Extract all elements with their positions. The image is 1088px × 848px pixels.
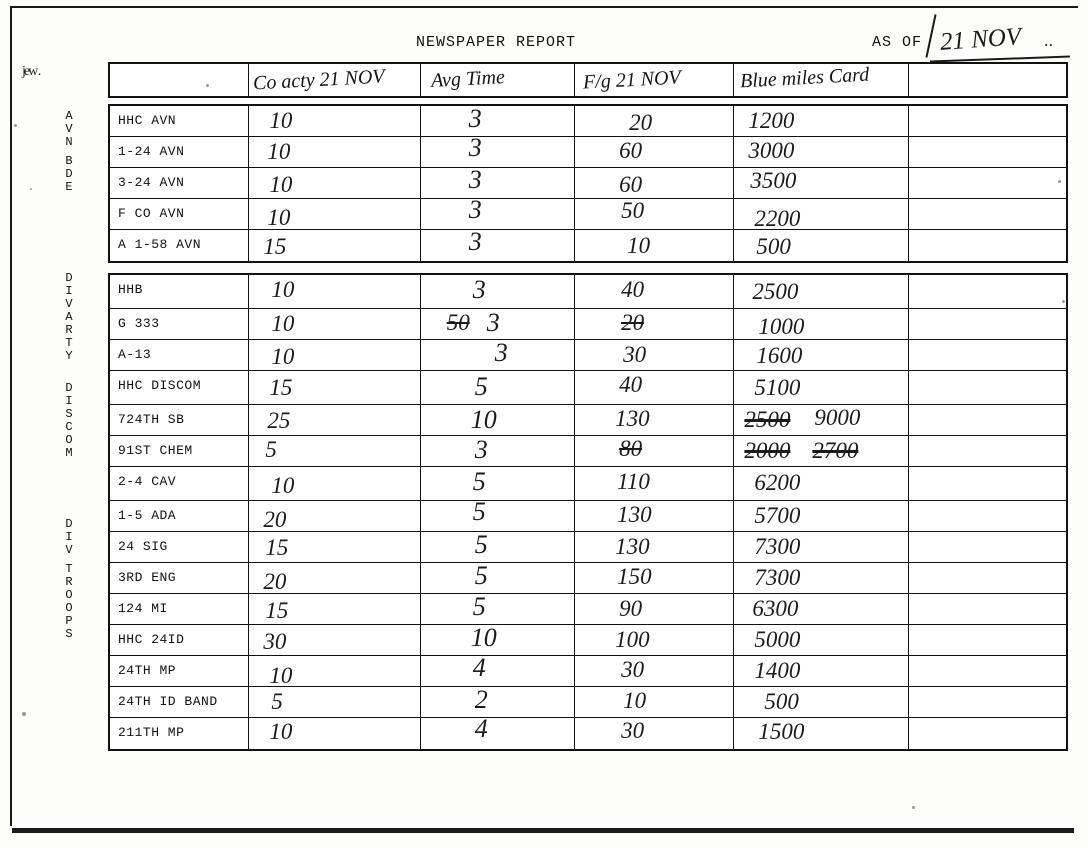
cell-bluemiles: 1500 (734, 718, 908, 749)
cell-blank (909, 532, 1066, 562)
cell-co-act: 20 (249, 563, 420, 593)
table-header-row (108, 62, 1068, 98)
cell-fg: 10 (575, 687, 734, 717)
cell-bluemiles: 1000 (734, 309, 908, 339)
cell-blank (909, 718, 1066, 749)
cell-unit: 1-5 ADA (110, 501, 249, 531)
cell-blank (909, 687, 1066, 717)
table-row (110, 195, 1066, 231)
cell-co-act: 20 (249, 501, 420, 531)
stray-ink-mark: jew . (22, 64, 40, 79)
table-row (110, 436, 1066, 467)
table-block-main (108, 273, 1068, 751)
cell-bluemiles: 500 (734, 687, 908, 717)
cell-unit: 211TH MP (110, 718, 249, 749)
cell-fg: 20 (575, 309, 734, 339)
cell-avg-time: 4 (421, 656, 575, 686)
group-label-div-troops: D I V T R O O P S (65, 517, 73, 641)
cell-blank (909, 309, 1066, 339)
cell-unit: HHC DISCOM (110, 371, 249, 404)
cell-fg: 30 (575, 718, 734, 749)
cell-co-act: 10 (249, 309, 420, 339)
cell-blank (909, 199, 1066, 229)
cell-avg-time: 3 (421, 230, 575, 261)
table-row (110, 275, 1066, 309)
cell-co-act: 15 (249, 594, 420, 624)
as-of-slash-mark (925, 14, 936, 57)
cell-avg-time: 3 (421, 106, 575, 136)
report-table (108, 62, 1068, 759)
cell-fg: 130 (575, 501, 734, 531)
cell-bluemiles: 1600 (734, 340, 908, 370)
cell-blank (909, 467, 1066, 500)
table-row (110, 497, 1066, 532)
cell-avg-time: 5 (421, 371, 575, 404)
cell-bluemiles: 6300 (734, 594, 908, 624)
cell-unit: G 333 (110, 309, 249, 339)
cell-co-act: 10 (249, 656, 420, 686)
cell-fg: 40 (575, 371, 734, 404)
cell-blank (909, 168, 1066, 198)
header-cell-co-act: Co acty 21 NOV (249, 64, 420, 96)
cell-blank (909, 656, 1066, 686)
cell-blank (909, 625, 1066, 655)
cell-bluemiles: 2500 (734, 275, 908, 308)
cell-unit: A-13 (110, 340, 249, 370)
cell-bluemiles: 1400 (734, 656, 908, 686)
cell-avg-time: 10 (421, 625, 575, 655)
cell-fg: 30 (575, 656, 734, 686)
cell-blank (909, 501, 1066, 531)
header-cell-avg-time: Avg Time (421, 64, 575, 96)
cell-fg: 10 (575, 230, 734, 261)
table-row (110, 133, 1066, 168)
header-cell-bluemiles-card: Blue miles Card (734, 64, 908, 96)
header-cell-unit (110, 64, 249, 96)
cell-fg: 30 (575, 340, 734, 370)
cell-unit: 24TH ID BAND (110, 687, 249, 717)
cell-co-act: 15 (249, 230, 420, 261)
cell-avg-time: 3 (421, 199, 575, 229)
cell-unit: 124 MI (110, 594, 249, 624)
cell-unit: HHC AVN (110, 106, 249, 136)
cell-co-act: 10 (249, 106, 420, 136)
cell-co-act: 15 (249, 371, 420, 404)
cell-unit: 3RD ENG (110, 563, 249, 593)
scan-speck (206, 84, 209, 87)
header-cell-fg-21nov: F/g 21 NOV (575, 64, 734, 96)
cell-unit: 91ST CHEM (110, 436, 249, 466)
cell-co-act: 10 (249, 199, 420, 229)
cell-fg: 60 (575, 168, 734, 198)
cell-unit: 1-24 AVN (110, 137, 249, 167)
cell-avg-time: 10 (421, 405, 575, 435)
table-row (110, 371, 1066, 405)
cell-co-act: 10 (249, 137, 420, 167)
scan-speck (30, 188, 32, 190)
cell-avg-time: 4 (421, 718, 575, 749)
as-of-date-handwritten: 21 NOV (939, 23, 1023, 56)
cell-blank (909, 405, 1066, 435)
cell-fg: 100 (575, 625, 734, 655)
cell-fg: 150 (575, 563, 734, 593)
cell-unit: A 1-58 AVN (110, 230, 249, 261)
cell-bluemiles: 2500 9000 (734, 405, 908, 435)
table-block-avn-bde (108, 104, 1068, 263)
cell-blank (909, 436, 1066, 466)
struck-value: 2500 (744, 407, 791, 432)
scan-speck (1058, 180, 1061, 183)
table-row (110, 309, 1066, 340)
cell-co-act: 30 (249, 625, 420, 655)
document-title: NEWSPAPER REPORT (416, 34, 577, 51)
cell-unit: 3-24 AVN (110, 168, 249, 198)
cell-fg: 50 (575, 199, 734, 229)
cell-bluemiles: 7300 (734, 532, 908, 562)
cell-fg: 110 (575, 467, 734, 500)
cell-co-act: 15 (249, 532, 420, 562)
cell-blank (909, 275, 1066, 308)
cell-blank (909, 137, 1066, 167)
cell-avg-time: 2 (421, 687, 575, 717)
cell-fg: 130 (575, 405, 734, 435)
cell-bluemiles: 1200 (734, 106, 908, 136)
cell-avg-time: 5 (421, 594, 575, 624)
cell-blank (909, 563, 1066, 593)
group-label-divarty: D I V A R T Y (65, 271, 73, 363)
table-row (110, 653, 1066, 688)
scan-speck (22, 712, 26, 716)
table-row (110, 532, 1066, 563)
cell-co-act: 5 (249, 687, 420, 717)
table-row (110, 594, 1066, 625)
header-cell-blank (909, 64, 1066, 96)
cell-bluemiles: 500 (734, 230, 908, 261)
cell-avg-time: 3 (421, 340, 575, 370)
cell-avg-time: 3 (421, 168, 575, 198)
cell-avg-time: 5 (421, 501, 575, 531)
cell-avg-time: 5 (421, 532, 575, 562)
cell-bluemiles: 5100 (734, 371, 908, 404)
group-label-discom: D I S C O M (65, 381, 73, 460)
cell-unit: 724TH SB (110, 405, 249, 435)
cell-fg: 20 (575, 106, 734, 136)
cell-blank (909, 230, 1066, 261)
page-border-left (10, 6, 12, 826)
cell-unit: 2-4 CAV (110, 467, 249, 500)
cell-unit: F CO AVN (110, 199, 249, 229)
table-row (110, 165, 1066, 199)
cell-fg: 40 (575, 275, 734, 308)
cell-avg-time: 50 3 (421, 309, 575, 339)
cell-co-act: 25 (249, 405, 420, 435)
cell-bluemiles: 2000 2700 (734, 436, 908, 466)
scan-speck (912, 806, 915, 809)
cell-blank (909, 340, 1066, 370)
page-border-top (10, 6, 1078, 8)
cell-co-act: 10 (249, 467, 420, 500)
table-row (110, 467, 1066, 501)
cell-unit: HHB (110, 275, 249, 308)
table-row (110, 106, 1066, 137)
group-label-avn-bde: A V N B D E (65, 109, 73, 194)
table-row (110, 340, 1066, 371)
cell-bluemiles: 3500 (734, 168, 908, 198)
scan-speck (1062, 300, 1065, 303)
scan-speck (14, 124, 17, 127)
cell-co-act: 5 (249, 436, 420, 466)
cell-avg-time: 3 (421, 137, 575, 167)
cell-fg: 130 (575, 532, 734, 562)
cell-fg: 60 (575, 137, 734, 167)
cell-unit: 24 SIG (110, 532, 249, 562)
cell-bluemiles: 5700 (734, 501, 908, 531)
cell-unit: HHC 24ID (110, 625, 249, 655)
cell-avg-time: 3 (421, 436, 575, 466)
table-row (110, 714, 1066, 749)
scratched-value: 50 (446, 310, 470, 335)
cell-co-act: 10 (249, 340, 420, 370)
table-row (110, 625, 1066, 656)
cell-blank (909, 106, 1066, 136)
cell-co-act: 10 (249, 168, 420, 198)
cell-co-act: 10 (249, 275, 420, 308)
cell-fg: 80 (575, 436, 734, 466)
cell-blank (909, 371, 1066, 404)
cell-avg-time: 3 (421, 275, 575, 308)
table-row (110, 405, 1066, 436)
cell-bluemiles: 3000 (734, 137, 908, 167)
cell-fg: 90 (575, 594, 734, 624)
page-border-bottom (12, 828, 1074, 833)
cell-co-act: 10 (249, 718, 420, 749)
table-row (110, 687, 1066, 718)
cell-bluemiles: 2200 (734, 199, 908, 229)
cell-blank (909, 594, 1066, 624)
cell-unit: 24TH MP (110, 656, 249, 686)
cell-bluemiles: 6200 (734, 467, 908, 500)
cell-bluemiles: 5000 (734, 625, 908, 655)
cell-bluemiles: 7300 (734, 563, 908, 593)
cell-avg-time: 5 (421, 563, 575, 593)
as-of-trailing-marks: .. (1044, 30, 1053, 50)
table-row (110, 563, 1066, 594)
struck-value: 2000 (744, 438, 791, 463)
cell-avg-time: 5 (421, 467, 575, 500)
as-of-label: AS OF (872, 34, 923, 51)
table-row (110, 227, 1066, 261)
